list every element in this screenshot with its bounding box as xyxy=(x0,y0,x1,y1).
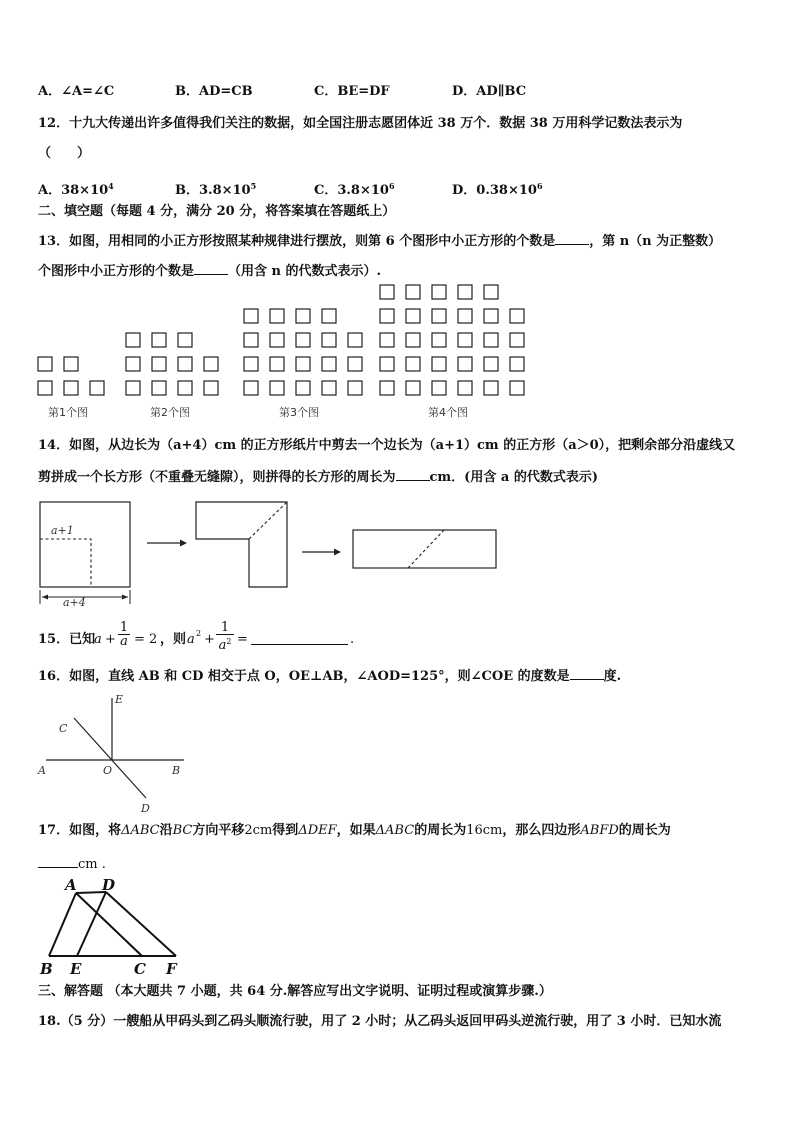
q12-option-c: C．$3.8\times 10^6$ xyxy=(314,181,395,198)
q11-option-a: A．∠A=∠C xyxy=(38,84,115,99)
q17-side-df xyxy=(106,892,176,956)
q16-label-b: B xyxy=(172,764,181,777)
q14-rectangle xyxy=(353,530,496,568)
q13-caption-3: 第3个图 xyxy=(279,406,319,419)
q14-cut-square-figure xyxy=(30,496,500,611)
q16-stem: 16．如图，直线 AB 和 CD 相交于点 O，OE⊥AB，∠AOD=125°，则∠COE 的度数是 度. xyxy=(38,669,622,684)
q17-label-b: B xyxy=(40,960,53,978)
q17-side-ac xyxy=(76,893,142,956)
q14-line2: 剪拼成一个长方形（不重叠无缝隙），则拼得的长方形的周长为 cm．(用含 a 的代数式表示) xyxy=(38,470,598,485)
q12-stem: 12．十九大传递出许多值得我们关注的数据，如全国注册志愿团体近 38 万个．数据 38 万用科学记数法表示为 xyxy=(38,116,683,131)
q11-option-d: D．AD∥BC xyxy=(452,84,527,99)
q17-stem: 17．如图，将ΔABC沿BC方向平移2cm得到ΔDEF，如果ΔABC的周长为16cm，那么四边形ABFD的周长为 xyxy=(38,823,671,838)
q11-option-c: C．BE=DF xyxy=(314,84,390,99)
q13-blank-1 xyxy=(555,232,589,245)
q12-paren: （ ） xyxy=(38,146,91,161)
q13-blank-2 xyxy=(194,262,228,275)
q15-plus2: + xyxy=(204,632,215,647)
q14-inner-cut-line xyxy=(40,539,91,587)
q11-option-b: B．AD=CB xyxy=(175,84,253,99)
q15-then: ，则 xyxy=(160,632,187,647)
q16-line-cd xyxy=(74,718,146,798)
q14-arrow-1 xyxy=(180,540,187,547)
q16-label-e: E xyxy=(115,693,124,706)
q18-stem: 18.（5 分）一艘船从甲码头到乙码头顺流行驶，用了 2 小时；从乙码头返回甲码头逆流行驶，用了 3 小时．已知水流 xyxy=(38,1014,722,1029)
q15-prefix: 15．已知 xyxy=(38,632,96,647)
q17-side-ab xyxy=(49,893,76,956)
q17-label-c: C xyxy=(134,960,146,978)
q15-eq: = xyxy=(237,632,248,647)
q15-var-a: a xyxy=(94,632,102,647)
q13-line2: 个图形中小正方形的个数是 （用含 n 的代数式表示）. xyxy=(38,264,382,279)
q13-line1: 13．如图，用相同的小正方形按照某种规律进行摆放，则第 6 个图形中小正方形的个数是 ，第 n（n 为正整数） xyxy=(38,234,722,249)
q15-fraction-1 xyxy=(118,621,130,649)
q15-frac1-num: 1 xyxy=(119,620,129,635)
q16-label-c: C xyxy=(59,722,68,735)
q12-option-a: A．$38\times 10^4$ xyxy=(38,181,114,198)
section-3-heading: 三、解答题 （本大题共 7 小题，共 64 分.解答应写出文字说明、证明过程或演算步骤.） xyxy=(38,984,552,999)
q13-square-pattern-figure xyxy=(30,286,525,421)
q17-answer-line: cm . xyxy=(38,855,106,873)
q15-frac2-num: 1 xyxy=(220,620,230,635)
q15-fraction-2 xyxy=(216,621,234,653)
q16-label-a: A xyxy=(38,764,46,777)
q16-label-d: D xyxy=(141,802,150,815)
q17-label-d: D xyxy=(102,876,116,894)
q17-side-de xyxy=(77,892,106,956)
q14-label-outer: a+4 xyxy=(63,596,86,609)
q15-a2: a xyxy=(187,632,195,647)
q15-frac2-den: $a^2$ xyxy=(216,634,234,653)
q17-label-f: F xyxy=(166,960,177,978)
q13-caption-4: 第4个图 xyxy=(428,406,468,419)
q17-label-a: A xyxy=(65,876,77,894)
q15-blank xyxy=(251,632,348,645)
section-2-heading: 二、填空题（每题 4 分，满分 20 分，将答案填在答题纸上） xyxy=(38,204,396,219)
q16-blank xyxy=(570,667,604,680)
q16-label-o: O xyxy=(103,764,113,777)
q17-translated-triangles-figure xyxy=(34,876,184,978)
q13-caption-2: 第2个图 xyxy=(150,406,190,419)
q17-label-e: E xyxy=(70,960,82,978)
q14-label-inner: a+1 xyxy=(51,524,74,537)
q14-line1: 14．如图，从边长为（a+4）cm 的正方形纸片中剪去一个边长为（a+1）cm 的正方形（a＞0），把剩余部分沿虚线又 xyxy=(38,438,736,453)
q15-plus: + xyxy=(105,632,116,647)
q12-option-b: B．$3.8\times 10^5$ xyxy=(175,181,257,198)
q14-outer-square xyxy=(40,502,130,587)
q15-end: . xyxy=(350,632,355,647)
q17-blank xyxy=(38,855,78,868)
q12-option-d: D．$0.38\times 10^6$ xyxy=(452,181,543,198)
q14-blank xyxy=(396,468,430,481)
q13-caption-1: 第1个图 xyxy=(48,406,88,419)
q15-eq2: = 2 xyxy=(134,632,158,647)
q16-intersecting-lines-figure xyxy=(34,688,194,816)
q15-frac1-den: a xyxy=(118,634,130,649)
q14-arrow-2 xyxy=(334,549,341,556)
q15-sq1: 2 xyxy=(196,629,202,638)
